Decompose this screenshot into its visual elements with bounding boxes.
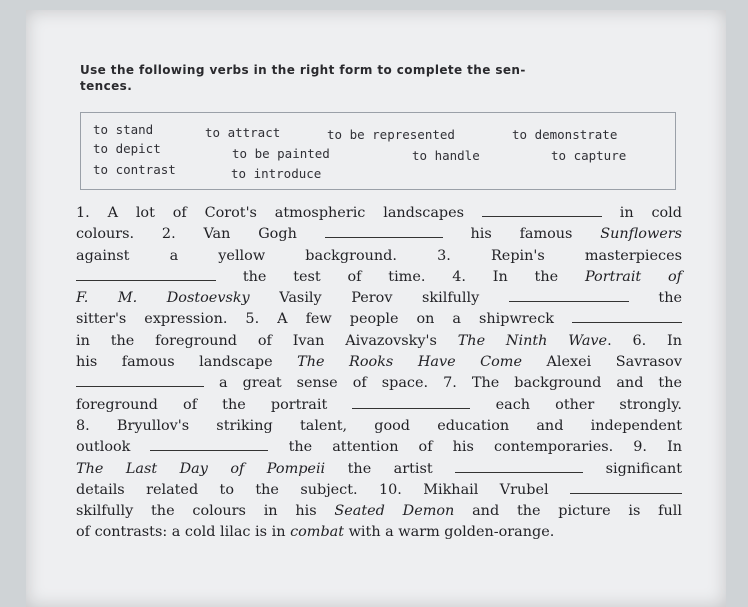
text-segment: the test of time. 4. In the bbox=[242, 268, 559, 285]
verb-to-capture: to capture bbox=[551, 148, 627, 163]
text-line bbox=[76, 224, 682, 245]
text-segment: a great sense of space. 7. The background and the bbox=[219, 375, 683, 392]
instruction-line-1: Use the following verbs in the right form to complete the sen- bbox=[80, 63, 526, 77]
text-segment: combat bbox=[290, 524, 345, 541]
text-segment: with a warm golden-orange. bbox=[348, 524, 555, 541]
text-segment: The Last Day of Pompeii bbox=[76, 460, 326, 477]
text-line bbox=[76, 522, 682, 543]
text-line bbox=[76, 395, 682, 416]
text-line bbox=[76, 267, 682, 288]
text-segment: in cold bbox=[619, 205, 682, 221]
text-segment: outlook bbox=[76, 439, 131, 456]
answer-blank-2[interactable] bbox=[325, 236, 443, 238]
answer-blank-1[interactable] bbox=[482, 215, 602, 217]
answer-blank-4[interactable] bbox=[509, 300, 629, 302]
verb-to-handle: to handle bbox=[412, 148, 480, 163]
text-segment: in the foreground of Ivan Aivazovsky's bbox=[76, 332, 437, 349]
answer-blank-6[interactable] bbox=[76, 385, 204, 387]
answer-blank-5[interactable] bbox=[572, 321, 682, 323]
text-line bbox=[76, 459, 682, 480]
text-segment: the artist bbox=[347, 460, 433, 477]
text-line bbox=[76, 309, 682, 330]
verb-to-demonstrate: to demonstrate bbox=[512, 127, 618, 142]
answer-blank-7[interactable] bbox=[352, 407, 470, 409]
text-segment: significant bbox=[605, 460, 683, 477]
text-segment: The Ninth Wave bbox=[457, 332, 608, 349]
answer-blank-9[interactable] bbox=[455, 471, 583, 473]
text-line bbox=[76, 352, 682, 373]
verb-to-stand: to stand bbox=[93, 122, 154, 137]
text-segment: 1. A lot of Corot's atmospheric landscapes bbox=[76, 205, 465, 221]
text-line bbox=[76, 501, 682, 522]
text-segment: his famous landscape bbox=[76, 354, 273, 371]
text-segment: details related to the subject. 10. Mikhail Vrubel bbox=[76, 481, 549, 498]
text-segment: Seated Demon bbox=[334, 503, 455, 520]
text-line bbox=[76, 416, 682, 437]
text-segment: colours. 2. Van Gogh bbox=[76, 226, 297, 243]
text-line bbox=[76, 203, 682, 224]
verb-to-depict: to depict bbox=[93, 141, 161, 156]
verb-to-be-painted: to be painted bbox=[232, 146, 330, 161]
text-segment: Portrait of bbox=[584, 268, 683, 285]
verb-to-attract: to attract bbox=[205, 125, 281, 140]
text-segment: of contrasts: a cold lilac is in bbox=[76, 524, 286, 541]
answer-blank-3[interactable] bbox=[76, 279, 216, 281]
text-segment: Sunflowers bbox=[600, 226, 683, 243]
text-segment: Vasily Perov skilfully bbox=[279, 290, 480, 307]
verb-to-contrast: to contrast bbox=[93, 162, 176, 177]
text-segment: foreground of the portrait bbox=[76, 396, 328, 413]
text-segment: the bbox=[658, 290, 682, 307]
text-segment: Alexei Savrasov bbox=[546, 354, 682, 371]
text-segment: F. M. Dostoevsky bbox=[76, 290, 250, 307]
answer-blank-10[interactable] bbox=[570, 492, 682, 494]
verb-to-be-represented: to be represented bbox=[327, 127, 455, 142]
verb-to-introduce: to introduce bbox=[231, 166, 322, 181]
text-segment: The Rooks Have Come bbox=[297, 354, 522, 371]
text-segment: skilfully the colours in his bbox=[76, 503, 317, 520]
text-line bbox=[76, 246, 682, 267]
text-segment: each other strongly. bbox=[495, 396, 683, 413]
answer-blank-8[interactable] bbox=[150, 449, 268, 451]
text-segment: sitter's expression. 5. A few people on a shipwreck bbox=[76, 311, 554, 328]
text-line bbox=[76, 373, 682, 394]
text-line bbox=[76, 480, 682, 501]
exercise-instruction bbox=[80, 62, 660, 94]
text-line bbox=[76, 331, 682, 352]
text-segment: against a yellow background. 3. Repin's masterpieces bbox=[76, 247, 682, 264]
text-line bbox=[76, 437, 682, 458]
text-segment: the attention of his contemporaries. 9. In bbox=[288, 439, 683, 456]
text-segment: 8. Bryullov's striking talent, good education and independent bbox=[76, 417, 682, 434]
exercise-text bbox=[76, 203, 682, 544]
text-segment: . 6. In bbox=[607, 332, 683, 349]
instruction-line-2: tences. bbox=[80, 79, 133, 93]
text-segment: and the picture is full bbox=[472, 503, 682, 520]
text-line bbox=[76, 288, 682, 309]
text-segment: his famous bbox=[470, 226, 573, 243]
